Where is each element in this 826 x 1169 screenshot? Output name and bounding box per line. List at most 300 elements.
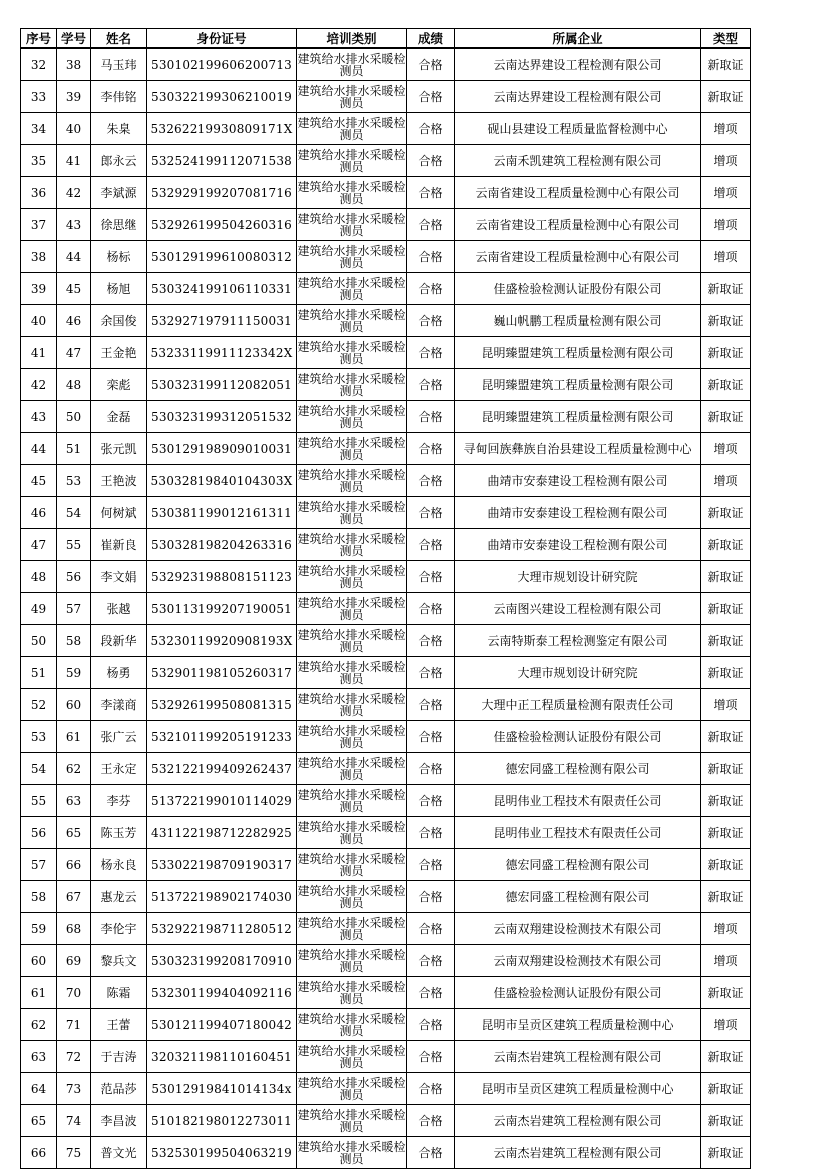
cell-student-no: 63 (57, 785, 91, 817)
cell-type: 新取证 (701, 497, 751, 529)
cell-company: 云南达界建设工程检测有限公司 (455, 81, 701, 113)
cell-seq: 47 (21, 529, 57, 561)
cell-training-category: 建筑给水排水采暖检测员 (297, 657, 407, 689)
cell-id-number: 530323199112082051 (147, 369, 297, 401)
header-seq: 序号 (21, 29, 57, 49)
cell-type: 新取证 (701, 561, 751, 593)
cell-name: 金磊 (91, 401, 147, 433)
roster-body (21, 48, 751, 1169)
cell-student-no: 67 (57, 881, 91, 913)
cell-seq: 43 (21, 401, 57, 433)
table-row (21, 369, 751, 401)
cell-company: 云南禾凯建筑工程检测有限公司 (455, 145, 701, 177)
table-row (21, 113, 751, 145)
cell-seq: 61 (21, 977, 57, 1009)
cell-training-category: 建筑给水排水采暖检测员 (297, 401, 407, 433)
cell-id-number: 532927197911150031 (147, 305, 297, 337)
cell-company: 佳盛检验检测认证股份有限公司 (455, 977, 701, 1009)
cell-student-no: 43 (57, 209, 91, 241)
cell-training-category: 建筑给水排水采暖检测员 (297, 1041, 407, 1073)
cell-id-number: 530324199106110331 (147, 273, 297, 305)
cell-training-category: 建筑给水排水采暖检测员 (297, 1009, 407, 1041)
cell-type: 增项 (701, 241, 751, 273)
cell-type: 增项 (701, 433, 751, 465)
cell-student-no: 38 (57, 48, 91, 81)
cell-score: 合格 (407, 1137, 455, 1169)
cell-training-category: 建筑给水排水采暖检测员 (297, 817, 407, 849)
cell-id-number: 320321198110160451 (147, 1041, 297, 1073)
cell-score: 合格 (407, 113, 455, 145)
cell-seq: 66 (21, 1137, 57, 1169)
cell-type: 新取证 (701, 753, 751, 785)
cell-type: 增项 (701, 177, 751, 209)
cell-name: 李芬 (91, 785, 147, 817)
cell-type: 新取证 (701, 401, 751, 433)
cell-id-number: 532530199504063219 (147, 1137, 297, 1169)
cell-id-number: 532922198711280512 (147, 913, 297, 945)
table-row (21, 273, 751, 305)
table-row (21, 1073, 751, 1105)
cell-seq: 56 (21, 817, 57, 849)
cell-student-no: 50 (57, 401, 91, 433)
cell-type: 新取证 (701, 625, 751, 657)
cell-seq: 55 (21, 785, 57, 817)
cell-id-number: 532301199404092116 (147, 977, 297, 1009)
cell-company: 佳盛检验检测认证股份有限公司 (455, 721, 701, 753)
cell-student-no: 47 (57, 337, 91, 369)
cell-name: 张元凯 (91, 433, 147, 465)
cell-company: 云南达界建设工程检测有限公司 (455, 48, 701, 81)
cell-name: 朱臬 (91, 113, 147, 145)
cell-training-category: 建筑给水排水采暖检测员 (297, 561, 407, 593)
cell-seq: 54 (21, 753, 57, 785)
cell-type: 新取证 (701, 81, 751, 113)
cell-seq: 60 (21, 945, 57, 977)
cell-training-category: 建筑给水排水采暖检测员 (297, 1105, 407, 1137)
cell-student-no: 57 (57, 593, 91, 625)
cell-seq: 37 (21, 209, 57, 241)
cell-student-no: 60 (57, 689, 91, 721)
table-row (21, 1041, 751, 1073)
cell-score: 合格 (407, 913, 455, 945)
table-row (21, 465, 751, 497)
cell-seq: 63 (21, 1041, 57, 1073)
cell-seq: 46 (21, 497, 57, 529)
cell-training-category: 建筑给水排水采暖检测员 (297, 625, 407, 657)
cell-seq: 62 (21, 1009, 57, 1041)
cell-score: 合格 (407, 337, 455, 369)
header-training-category: 培训类别 (297, 29, 407, 49)
cell-type: 新取证 (701, 849, 751, 881)
cell-company: 云南图兴建设工程检测有限公司 (455, 593, 701, 625)
cell-id-number: 532524199112071538 (147, 145, 297, 177)
cell-student-no: 58 (57, 625, 91, 657)
cell-type: 新取证 (701, 1137, 751, 1169)
cell-seq: 53 (21, 721, 57, 753)
cell-seq: 40 (21, 305, 57, 337)
cell-score: 合格 (407, 689, 455, 721)
cell-id-number: 513722198902174030 (147, 881, 297, 913)
table-row (21, 81, 751, 113)
cell-type: 新取证 (701, 529, 751, 561)
cell-training-category: 建筑给水排水采暖检测员 (297, 81, 407, 113)
cell-score: 合格 (407, 561, 455, 593)
cell-id-number: 530129199610080312 (147, 241, 297, 273)
cell-company: 大理市规划设计研究院 (455, 657, 701, 689)
cell-student-no: 69 (57, 945, 91, 977)
cell-id-number: 532926199504260316 (147, 209, 297, 241)
header-type: 类型 (701, 29, 751, 49)
cell-training-category: 建筑给水排水采暖检测员 (297, 273, 407, 305)
cell-training-category: 建筑给水排水采暖检测员 (297, 753, 407, 785)
cell-score: 合格 (407, 625, 455, 657)
cell-name: 李文娟 (91, 561, 147, 593)
cell-type: 增项 (701, 945, 751, 977)
cell-company: 云南杰岩建筑工程检测有限公司 (455, 1105, 701, 1137)
cell-company: 砚山县建设工程质量监督检测中心 (455, 113, 701, 145)
cell-training-category: 建筑给水排水采暖检测员 (297, 145, 407, 177)
cell-id-number: 530323199312051532 (147, 401, 297, 433)
cell-name: 黎兵文 (91, 945, 147, 977)
cell-company: 昆明臻盟建筑工程质量检测有限公司 (455, 369, 701, 401)
cell-score: 合格 (407, 945, 455, 977)
cell-seq: 34 (21, 113, 57, 145)
cell-student-no: 46 (57, 305, 91, 337)
cell-training-category: 建筑给水排水采暖检测员 (297, 113, 407, 145)
cell-type: 新取证 (701, 1041, 751, 1073)
table-row (21, 625, 751, 657)
cell-name: 王艳波 (91, 465, 147, 497)
cell-id-number: 532929199207081716 (147, 177, 297, 209)
header-name: 姓名 (91, 29, 147, 49)
cell-id-number: 530323199208170910 (147, 945, 297, 977)
cell-score: 合格 (407, 369, 455, 401)
cell-type: 新取证 (701, 369, 751, 401)
table-row (21, 849, 751, 881)
cell-training-category: 建筑给水排水采暖检测员 (297, 369, 407, 401)
table-row (21, 529, 751, 561)
cell-training-category: 建筑给水排水采暖检测员 (297, 945, 407, 977)
table-row (21, 785, 751, 817)
cell-seq: 49 (21, 593, 57, 625)
table-row (21, 881, 751, 913)
cell-name: 马玉玮 (91, 48, 147, 81)
cell-student-no: 55 (57, 529, 91, 561)
cell-id-number: 53233119911123342X (147, 337, 297, 369)
cell-score: 合格 (407, 305, 455, 337)
cell-score: 合格 (407, 465, 455, 497)
cell-type: 增项 (701, 1009, 751, 1041)
cell-score: 合格 (407, 48, 455, 81)
cell-type: 新取证 (701, 273, 751, 305)
cell-name: 张广云 (91, 721, 147, 753)
table-row (21, 305, 751, 337)
cell-training-category: 建筑给水排水采暖检测员 (297, 849, 407, 881)
cell-company: 大理中正工程质量检测有限责任公司 (455, 689, 701, 721)
cell-training-category: 建筑给水排水采暖检测员 (297, 433, 407, 465)
cell-name: 段新华 (91, 625, 147, 657)
cell-id-number: 530322199306210019 (147, 81, 297, 113)
cell-student-no: 65 (57, 817, 91, 849)
cell-name: 杨旭 (91, 273, 147, 305)
cell-student-no: 44 (57, 241, 91, 273)
cell-seq: 51 (21, 657, 57, 689)
cell-student-no: 53 (57, 465, 91, 497)
cell-name: 李斌源 (91, 177, 147, 209)
cell-seq: 58 (21, 881, 57, 913)
cell-company: 德宏同盛工程检测有限公司 (455, 753, 701, 785)
cell-score: 合格 (407, 657, 455, 689)
cell-company: 曲靖市安泰建设工程检测有限公司 (455, 497, 701, 529)
cell-name: 何树斌 (91, 497, 147, 529)
table-row (21, 145, 751, 177)
cell-company: 佳盛检验检测认证股份有限公司 (455, 273, 701, 305)
cell-seq: 64 (21, 1073, 57, 1105)
cell-seq: 36 (21, 177, 57, 209)
cell-name: 杨永良 (91, 849, 147, 881)
cell-seq: 45 (21, 465, 57, 497)
cell-id-number: 53262219930809171X (147, 113, 297, 145)
cell-company: 德宏同盛工程检测有限公司 (455, 881, 701, 913)
cell-seq: 65 (21, 1105, 57, 1137)
cell-id-number: 532101199205191233 (147, 721, 297, 753)
table-row (21, 945, 751, 977)
cell-type: 增项 (701, 465, 751, 497)
table-row (21, 433, 751, 465)
cell-type: 新取证 (701, 977, 751, 1009)
cell-type: 新取证 (701, 593, 751, 625)
cell-score: 合格 (407, 593, 455, 625)
cell-training-category: 建筑给水排水采暖检测员 (297, 529, 407, 561)
cell-training-category: 建筑给水排水采暖检测员 (297, 209, 407, 241)
cell-type: 新取证 (701, 721, 751, 753)
cell-type: 新取证 (701, 657, 751, 689)
table-row (21, 593, 751, 625)
cell-type: 新取证 (701, 337, 751, 369)
cell-name: 李伟铭 (91, 81, 147, 113)
cell-company: 大理市规划设计研究院 (455, 561, 701, 593)
cell-student-no: 40 (57, 113, 91, 145)
cell-id-number: 532901198105260317 (147, 657, 297, 689)
cell-type: 增项 (701, 145, 751, 177)
cell-company: 云南双翔建设检测技术有限公司 (455, 945, 701, 977)
cell-type: 新取证 (701, 817, 751, 849)
table-row (21, 401, 751, 433)
cell-type: 新取证 (701, 305, 751, 337)
cell-name: 范品莎 (91, 1073, 147, 1105)
roster-table (20, 28, 751, 1169)
cell-score: 合格 (407, 881, 455, 913)
cell-score: 合格 (407, 817, 455, 849)
cell-student-no: 61 (57, 721, 91, 753)
cell-name: 王金艳 (91, 337, 147, 369)
cell-type: 增项 (701, 113, 751, 145)
cell-type: 新取证 (701, 1073, 751, 1105)
cell-student-no: 75 (57, 1137, 91, 1169)
cell-id-number: 53012919841014134x (147, 1073, 297, 1105)
cell-seq: 32 (21, 48, 57, 81)
cell-id-number: 530381199012161311 (147, 497, 297, 529)
cell-score: 合格 (407, 497, 455, 529)
table-row (21, 1009, 751, 1041)
cell-training-category: 建筑给水排水采暖检测员 (297, 177, 407, 209)
cell-name: 李伦宇 (91, 913, 147, 945)
cell-seq: 42 (21, 369, 57, 401)
cell-seq: 52 (21, 689, 57, 721)
cell-student-no: 59 (57, 657, 91, 689)
cell-company: 昆明臻盟建筑工程质量检测有限公司 (455, 337, 701, 369)
cell-id-number: 513722199010114029 (147, 785, 297, 817)
cell-score: 合格 (407, 785, 455, 817)
cell-seq: 59 (21, 913, 57, 945)
cell-score: 合格 (407, 433, 455, 465)
cell-score: 合格 (407, 1073, 455, 1105)
cell-id-number: 532923198808151123 (147, 561, 297, 593)
cell-id-number: 53032819840104303X (147, 465, 297, 497)
cell-name: 杨标 (91, 241, 147, 273)
cell-id-number: 431122198712282925 (147, 817, 297, 849)
cell-student-no: 68 (57, 913, 91, 945)
cell-name: 王永定 (91, 753, 147, 785)
cell-name: 陈霜 (91, 977, 147, 1009)
cell-seq: 35 (21, 145, 57, 177)
cell-student-no: 54 (57, 497, 91, 529)
cell-company: 昆明伟业工程技术有限责任公司 (455, 817, 701, 849)
cell-company: 昆明市呈贡区建筑工程质量检测中心 (455, 1009, 701, 1041)
table-row (21, 1105, 751, 1137)
cell-company: 寻甸回族彝族自治县建设工程质量检测中心 (455, 433, 701, 465)
cell-name: 徐思继 (91, 209, 147, 241)
cell-training-category: 建筑给水排水采暖检测员 (297, 1137, 407, 1169)
cell-name: 郎永云 (91, 145, 147, 177)
cell-name: 惠龙云 (91, 881, 147, 913)
cell-student-no: 51 (57, 433, 91, 465)
cell-training-category: 建筑给水排水采暖检测员 (297, 305, 407, 337)
cell-company: 曲靖市安泰建设工程检测有限公司 (455, 529, 701, 561)
cell-student-no: 39 (57, 81, 91, 113)
cell-training-category: 建筑给水排水采暖检测员 (297, 881, 407, 913)
cell-company: 云南省建设工程质量检测中心有限公司 (455, 209, 701, 241)
cell-type: 增项 (701, 209, 751, 241)
cell-seq: 38 (21, 241, 57, 273)
header-id-number: 身份证号 (147, 29, 297, 49)
cell-training-category: 建筑给水排水采暖检测员 (297, 593, 407, 625)
cell-training-category: 建筑给水排水采暖检测员 (297, 721, 407, 753)
cell-student-no: 71 (57, 1009, 91, 1041)
cell-student-no: 73 (57, 1073, 91, 1105)
cell-seq: 44 (21, 433, 57, 465)
table-row (21, 689, 751, 721)
cell-training-category: 建筑给水排水采暖检测员 (297, 785, 407, 817)
cell-training-category: 建筑给水排水采暖检测员 (297, 48, 407, 81)
cell-id-number: 530102199606200713 (147, 48, 297, 81)
cell-score: 合格 (407, 1009, 455, 1041)
cell-training-category: 建筑给水排水采暖检测员 (297, 689, 407, 721)
table-row (21, 561, 751, 593)
table-row (21, 241, 751, 273)
cell-company: 曲靖市安泰建设工程检测有限公司 (455, 465, 701, 497)
table-row (21, 497, 751, 529)
cell-id-number: 530328198204263316 (147, 529, 297, 561)
cell-training-category: 建筑给水排水采暖检测员 (297, 913, 407, 945)
table-row (21, 177, 751, 209)
cell-name: 陈玉芳 (91, 817, 147, 849)
table-row (21, 913, 751, 945)
cell-training-category: 建筑给水排水采暖检测员 (297, 977, 407, 1009)
cell-score: 合格 (407, 721, 455, 753)
cell-score: 合格 (407, 401, 455, 433)
cell-id-number: 530113199207190051 (147, 593, 297, 625)
cell-type: 新取证 (701, 881, 751, 913)
cell-score: 合格 (407, 977, 455, 1009)
cell-training-category: 建筑给水排水采暖检测员 (297, 497, 407, 529)
cell-training-category: 建筑给水排水采暖检测员 (297, 465, 407, 497)
cell-name: 余国俊 (91, 305, 147, 337)
cell-score: 合格 (407, 753, 455, 785)
table-row (21, 817, 751, 849)
table-row (21, 337, 751, 369)
cell-id-number: 510182198012273011 (147, 1105, 297, 1137)
cell-student-no: 48 (57, 369, 91, 401)
cell-id-number: 53230119920908193X (147, 625, 297, 657)
cell-company: 云南杰岩建筑工程检测有限公司 (455, 1041, 701, 1073)
header-row (21, 29, 751, 49)
cell-training-category: 建筑给水排水采暖检测员 (297, 1073, 407, 1105)
cell-type: 新取证 (701, 1105, 751, 1137)
cell-score: 合格 (407, 273, 455, 305)
header-company: 所属企业 (455, 29, 701, 49)
cell-name: 杨勇 (91, 657, 147, 689)
table-row (21, 48, 751, 81)
header-student-no: 学号 (57, 29, 91, 49)
cell-student-no: 70 (57, 977, 91, 1009)
cell-company: 德宏同盛工程检测有限公司 (455, 849, 701, 881)
cell-seq: 57 (21, 849, 57, 881)
cell-name: 于吉涛 (91, 1041, 147, 1073)
cell-score: 合格 (407, 849, 455, 881)
cell-score: 合格 (407, 1105, 455, 1137)
cell-name: 张越 (91, 593, 147, 625)
cell-company: 云南省建设工程质量检测中心有限公司 (455, 177, 701, 209)
cell-score: 合格 (407, 241, 455, 273)
cell-id-number: 532122199409262437 (147, 753, 297, 785)
table-row (21, 209, 751, 241)
cell-type: 增项 (701, 913, 751, 945)
table-row (21, 977, 751, 1009)
cell-name: 李昌波 (91, 1105, 147, 1137)
cell-seq: 39 (21, 273, 57, 305)
header-score: 成绩 (407, 29, 455, 49)
cell-company: 昆明市呈贡区建筑工程质量检测中心 (455, 1073, 701, 1105)
cell-student-no: 45 (57, 273, 91, 305)
table-row (21, 753, 751, 785)
cell-company: 云南省建设工程质量检测中心有限公司 (455, 241, 701, 273)
cell-seq: 41 (21, 337, 57, 369)
cell-id-number: 530129198909010031 (147, 433, 297, 465)
cell-company: 云南双翔建设检测技术有限公司 (455, 913, 701, 945)
cell-student-no: 74 (57, 1105, 91, 1137)
cell-student-no: 72 (57, 1041, 91, 1073)
cell-id-number: 532926199508081315 (147, 689, 297, 721)
cell-company: 云南特斯泰工程检测鉴定有限公司 (455, 625, 701, 657)
cell-company: 昆明臻盟建筑工程质量检测有限公司 (455, 401, 701, 433)
table-row (21, 657, 751, 689)
cell-type: 新取证 (701, 785, 751, 817)
cell-company: 云南杰岩建筑工程检测有限公司 (455, 1137, 701, 1169)
cell-seq: 50 (21, 625, 57, 657)
cell-student-no: 41 (57, 145, 91, 177)
cell-type: 增项 (701, 689, 751, 721)
